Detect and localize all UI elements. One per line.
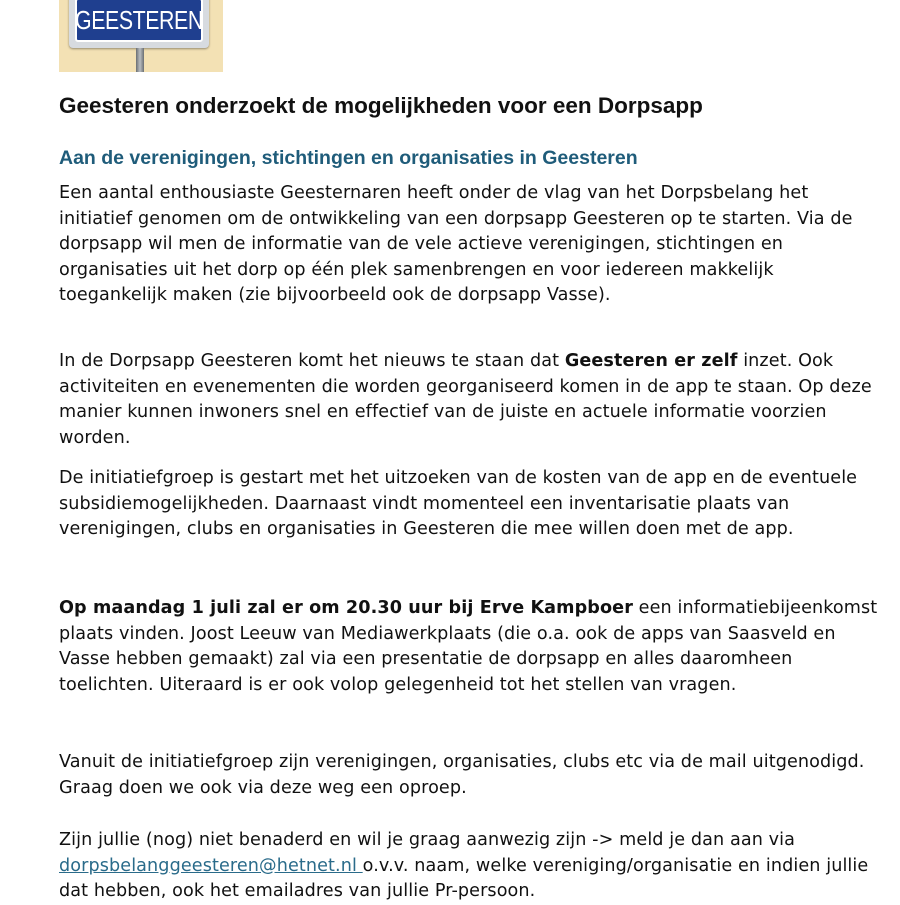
sign-pole bbox=[136, 48, 144, 72]
paragraph-meeting bbox=[59, 596, 879, 698]
paragraph-contact bbox=[59, 828, 879, 905]
sign-board bbox=[69, 0, 209, 48]
page-subtitle: Aan de verenigingen, stichtingen en organisaties in Geesteren bbox=[59, 147, 638, 169]
paragraph-invitation: Vanuit de initiatiefgroep zijn verenigingen, organisaties, clubs etc via de mail uitgenodigd. Graag doen we ook via deze weg een oproep. bbox=[59, 752, 865, 798]
paragraph-news-bold: Geesteren er zelf bbox=[564, 351, 738, 371]
email-link[interactable]: dorpsbelanggeesteren@hetnet.nl bbox=[59, 855, 363, 876]
page-title: Geesteren onderzoekt de mogelijkheden voor een Dorpsapp bbox=[59, 93, 703, 118]
paragraph-initiative: De initiatiefgroep is gestart met het uitzoeken van de kosten van de app en de eventuele subsidiemogelijkheden. Daarnaast vindt momenteel een inventarisatie plaats van verenigingen, clubs en organisaties in Geesteren die mee willen doen met de app. bbox=[59, 468, 858, 540]
paragraph-meeting-bold: Op maandag 1 juli zal er om 20.30 uur bij Erve Kampboer bbox=[59, 598, 633, 618]
geesteren-sign-image bbox=[59, 0, 223, 72]
paragraph-intro: Een aantal enthousiaste Geesternaren heeft onder de vlag van het Dorpsbelang het initiatief genomen om de ontwikkeling van een dorpsapp Geesteren op te starten. Via de dorpsapp wil men de informatie van de vele actieve verenigingen, stichtingen en organisaties uit het dorp op één plek samenbrengen en voor iedereen makkelijk toegankelijk maken (zie bijvoorbeeld ook de dorpsapp Vasse). bbox=[59, 183, 853, 306]
paragraph-news-text-1: In de Dorpsapp Geesteren komt het nieuws te staan dat bbox=[59, 351, 565, 371]
paragraph-contact-text-1: Zijn jullie (nog) niet benaderd en wil je graag aanwezig zijn -> meld je dan aan via bbox=[59, 830, 796, 850]
paragraph-contact-text-2: o.v.v. naam, welke vereniging/organisatie en indien jullie dat hebben, ook het emailadres van jullie Pr-persoon. bbox=[59, 855, 869, 902]
paragraph-news-text-2: inzet. Ook activiteiten en evenementen die worden georganiseerd komen in de app te staan. Op deze manier kunnen inwoners snel en effectief van de juiste en actuele informatie voorzien worden. bbox=[59, 351, 872, 448]
sign-plate bbox=[75, 0, 203, 42]
paragraph-meeting-text: een informatiebijeenkomst plaats vinden. Joost Leeuw van Mediawerkplaats (die o.a. ook de apps van Saasveld en Vasse hebben gemaakt) zal via een presentatie de dorpsapp en alles daaromheen toelichten. Uiteraard is er ook volop gelegenheid tot het stellen van vragen. bbox=[59, 598, 878, 695]
paragraph-news bbox=[59, 349, 879, 451]
sign-text: GEESTEREN bbox=[75, 4, 203, 35]
